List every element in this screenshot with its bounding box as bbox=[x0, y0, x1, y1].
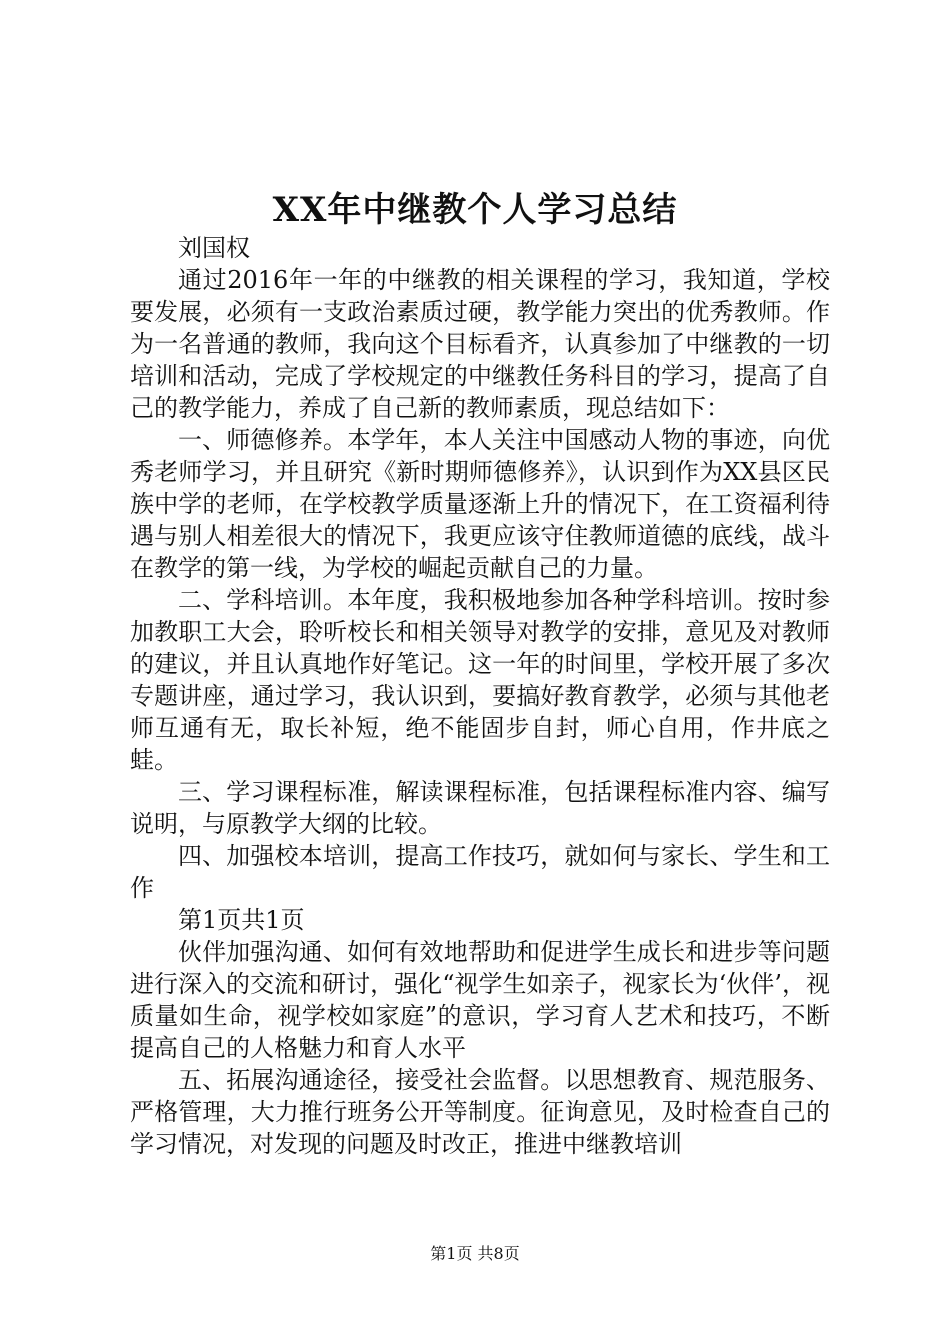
paragraph-supervision: 五、拓展沟通途径，接受社会监督。以思想教育、规范服务、严格管理，大力推行班务公开等制度。征询意见，及时检查自己的学习情况，对发现的问题及时改正，推进中继教培训 bbox=[130, 1066, 830, 1158]
paragraph-training: 二、学科培训。本年度，我积极地参加各种学科培训。按时参加教职工大会，聆听校长和相关领导对教学的安排，意见及对教师的建议，并且认真地作好笔记。这一年的时间里，学校开展了多次专题讲座，通过学习，我认识到，要搞好教育教学，必须与其他老师互通有无，取长补短，绝不能固步自封，师心自用，作井底之蛙。 bbox=[130, 586, 830, 774]
paragraph-school-training: 四、加强校本培训，提高工作技巧，就如何与家长、学生和工作 bbox=[130, 842, 830, 902]
inline-page-marker: 第1页共1页 bbox=[178, 906, 305, 934]
author-line: 刘国权 bbox=[178, 234, 250, 262]
paragraph-intro: 通过2016年一年的中继教的相关课程的学习，我知道，学校要发展，必须有一支政治素质过硬，教学能力突出的优秀教师。作为一名普通的教师，我向这个目标看齐，认真参加了中继教的一切培训和活动，完成了学校规定的中继教任务科目的学习，提高了自己的教学能力，养成了自己新的教师素质，现总结如下： bbox=[130, 266, 830, 422]
paragraph-communication: 伙伴加强沟通、如何有效地帮助和促进学生成长和进步等问题进行深入的交流和研讨，强化“视学生如亲子，视家长为‘伙伴’，视质量如生命，视学校如家庭”的意识，学习育人艺术和技巧，不断提高自己的人格魅力和育人水平 bbox=[130, 938, 830, 1062]
paragraph-curriculum: 三、学习课程标准，解读课程标准，包括课程标准内容、编写说明，与原教学大纲的比较。 bbox=[130, 778, 830, 838]
paragraph-ethics: 一、师德修养。本学年，本人关注中国感动人物的事迹，向优秀老师学习，并且研究《新时期师德修养》，认识到作为XX县区民族中学的老师，在学校教学质量逐渐上升的情况下，在工资福利待遇与别人相差很大的情况下，我更应该守住教师道德的底线，战斗在教学的第一线，为学校的崛起贡献自己的力量。 bbox=[130, 426, 830, 582]
page-footer: 第1页 共8页 bbox=[430, 1244, 520, 1263]
document-title: XX年中继教个人学习总结 bbox=[272, 190, 678, 230]
document-body bbox=[130, 232, 830, 1160]
